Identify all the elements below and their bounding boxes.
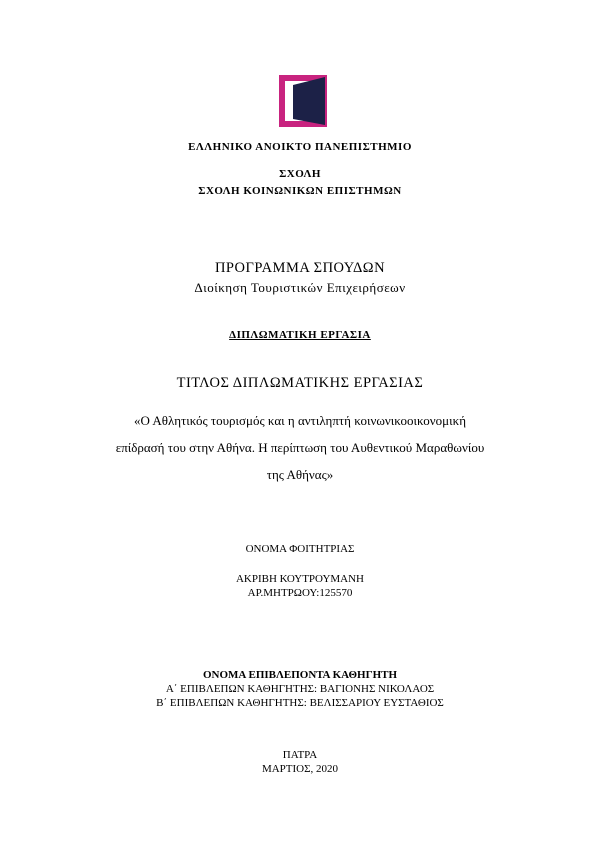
thesis-title-label: ΤΙΤΛΟΣ ΔΙΠΛΩΜΑΤΙΚΗΣ ΕΡΓΑΣΙΑΣ — [176, 375, 424, 391]
university-logo-icon — [279, 75, 327, 127]
supervisors-label: ΟΝΟΜΑ ΕΠΙΒΛΕΠΟΝΤΑ ΚΑΘΗΓΗΤΗ — [202, 669, 398, 681]
school-label: ΣΧΟΛΗ — [279, 168, 321, 180]
thesis-title-line-2: επίδρασή του στην Αθήνα. Η περίπτωση του Αυθεντικού Μαραθωνίου — [115, 440, 485, 455]
school-name: ΣΧΟΛΗ ΚΟΙΝΩΝΙΚΩΝ ΕΠΙΣΤΗΜΩΝ — [198, 185, 402, 197]
program-label: ΠΡΟΓΡΑΜΜΑ ΣΠΟΥΔΩΝ — [214, 260, 386, 276]
date: ΜΑΡΤΙΟΣ, 2020 — [261, 763, 339, 775]
student-name: ΑΚΡΙΒΗ ΚΟΥΤΡΟΥΜΑΝΗ — [235, 573, 364, 585]
thesis-title-line-1: «Ο Αθλητικός τουρισμός και η αντιληπτή κοινωνικοοικονομική — [133, 413, 466, 428]
second-supervisor: Β΄ ΕΠΙΒΛΕΠΩΝ ΚΑΘΗΓΗΤΗΣ: ΒΕΛΙΣΣΑΡΙΟΥ ΕΥΣΤΑΘΙΟΣ — [156, 697, 444, 709]
program-name: Διοίκηση Τουριστικών Επιχειρήσεων — [194, 280, 406, 295]
thesis-title-line-3: της Αθήνας» — [266, 467, 334, 482]
city: ΠΑΤΡΑ — [282, 749, 318, 761]
student-registry-number: ΑΡ.ΜΗΤΡΩΟΥ:125570 — [247, 587, 353, 599]
thesis-type: ΔΙΠΛΩΜΑΤΙΚΗ ΕΡΓΑΣΙΑ — [229, 329, 371, 341]
student-label: ΟΝΟΜΑ ΦΟΙΤΗΤΡΙΑΣ — [245, 543, 355, 555]
first-supervisor: Α΄ ΕΠΙΒΛΕΠΩΝ ΚΑΘΗΓΗΤΗΣ: ΒΑΓΙΟΝΗΣ ΝΙΚΟΛΑΟΣ — [165, 683, 435, 695]
university-name: ΕΛΛΗΝΙΚΟ ΑΝΟΙΚΤΟ ΠΑΝΕΠΙΣΤΗΜΙΟ — [188, 141, 412, 153]
